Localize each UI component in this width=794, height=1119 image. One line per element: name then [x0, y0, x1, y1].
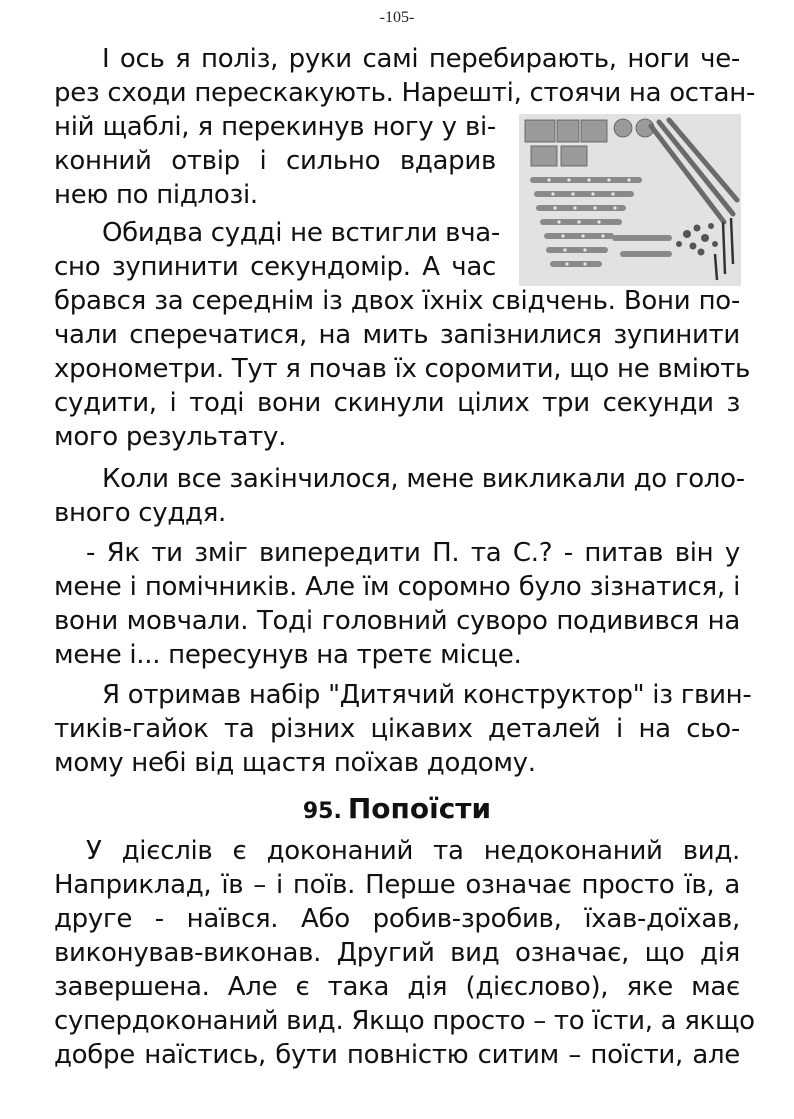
text-line: Коли все закінчилося, мене викликали до голо- — [102, 464, 745, 494]
text-line: нею по підлозі. — [54, 180, 258, 210]
text-line: супердоконаний вид. Якщо просто – то їсти, а якщо — [54, 1006, 755, 1036]
text-line: тиків-гайок та різних цікавих деталей і на сьо- — [54, 714, 740, 744]
text-line: рез сходи перескакують. Нарешті, стоячи на остан- — [54, 78, 756, 108]
text-line: чали сперечатися, на мить запізнилися зупинити — [54, 320, 740, 350]
text-line: брався за середнім із двох їхніх свідчень. Вони по- — [54, 286, 740, 316]
text-line: І ось я поліз, руки самі перебирають, ноги че- — [102, 44, 740, 74]
text-line: вного суддя. — [54, 498, 227, 528]
section-title: Попоїсти — [347, 792, 492, 825]
text-line: виконував-виконав. Другий вид означає, що дія — [54, 938, 740, 968]
text-line: сно зупинити секундомір. А час — [54, 252, 496, 282]
text-line: мене і... пересунув на третє місце. — [54, 640, 522, 670]
text-line: мого результату. — [54, 422, 287, 452]
text-line: - Як ти зміг випередити П. та С.? - питав він у — [86, 538, 740, 568]
text-line: добре наїстись, бути повністю ситим – поїсти, але — [54, 1040, 740, 1070]
text-line: судити, і тоді вони скинули цілих три секунди з — [54, 388, 740, 418]
page-number: -105- — [379, 9, 415, 26]
construction-kit-parts-photo-icon — [519, 114, 741, 286]
text-line: хронометри. Тут я почав їх соромити, що не вміють — [54, 354, 751, 384]
text-line: мому небі від щастя поїхав додому. — [54, 748, 536, 778]
text-line: завершена. Але є така дія (дієслово), яке має — [54, 972, 740, 1002]
text-line: конний отвір і сильно вдарив — [54, 146, 496, 176]
text-line: друге - наївся. Або робив-зробив, їхав-доїхав, — [54, 904, 740, 934]
text-line: ній щаблі, я перекинув ногу у ві- — [54, 112, 496, 142]
text-line: вони мовчали. Тоді головний суворо подивився на — [54, 606, 740, 636]
construction-kit-image — [519, 114, 741, 286]
text-line: Обидва судді не встигли вча- — [102, 218, 500, 248]
text-line: Я отримав набір "Дитячий конструктор" із гвин- — [102, 680, 752, 710]
text-line: У дієслів є доконаний та недоконаний вид. — [86, 836, 740, 866]
section-number: 95. — [302, 799, 342, 824]
text-line: Наприклад, їв – і поїв. Перше означає просто їв, а — [54, 870, 740, 900]
section-heading — [0, 790, 794, 828]
text-line: мене і помічників. Але їм соромно було зізнатися, і — [54, 572, 740, 602]
